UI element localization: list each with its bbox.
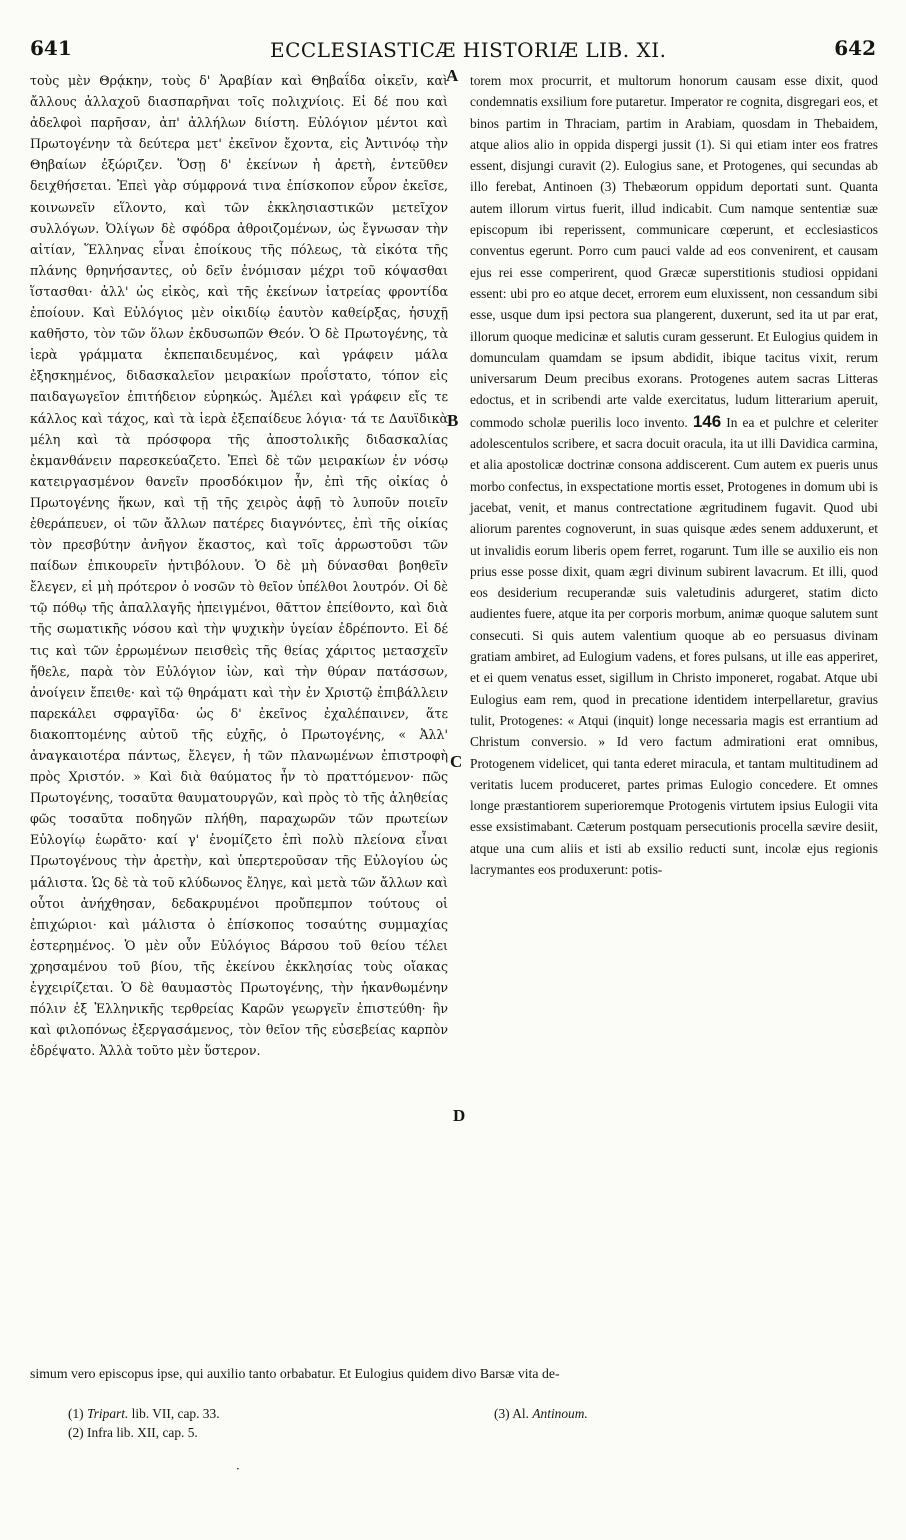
latin-text-after: In ea et pulchre et celeriter adolescentulos scribere, et sacra docuit oracula, ita ut illi Davidica carmina, et alia apostolicæ doctrinæ consona addiscerent. Cum autem ex pueris unus morbo confectus, in exspectatione mortis esset, Protogenes in domum ubi is jacebat, venit, et manus contrectatione ægritudinem fugavit. Quod ubi aliorum parentes cognoverunt, in suas quisque ædes senem adduxerunt, et ut invalidis eorum liberis opem ferret, rogarunt. Tum ille se auxilio eis non prius esse posse dixit, quam ægri divinum subirent lavacrum. Et illi, quod eos desiderium recuperandæ suis valetudinis adurgeret, statim dicto audientes fuere, atque ita per corporis morbum, animæ quoque salutem sunt consecuti. Si quis autem valentium quoque ab eo persuasus divinam gratiam ambiret, ad Eulogium vadens, et fores pulsans, ut ille eas apperiret, et ei quem venatus esset, sigillum in Christo imponeret, rogabat. Atque ubi Eulogius eam rem, quod in precatione identidem interpellaretur, gravius tulit, Protogenes: « Atqui (inquit) longe necessaria magis est errantium ad Christum conversio. » Id vero factum admirationi erat omnibus, Protogenem videlicet, qui tanta ederet miracula, et tantam multitudinem ad veritatis lucem produceret, partes primas Eulogio concedere. Et omnes longe præstantiorem superioremque Protogenis virtutem ipsius Eulogii vita esse exsistimabant. Cæterum postquam persecutionis procella sævire desiit, atque una cum aliis et isti ab exsilio reducti sunt, incolæ ejus regionis lacrymantes eos produxerunt: potis- xyxy=(470,414,878,877)
greek-column xyxy=(30,70,448,1061)
footnote-number: (3) xyxy=(494,1406,510,1421)
footnote-reference: Tripart. xyxy=(86,1406,129,1421)
latin-text-before: torem mox procurrit, et multorum honorum causam esse dixit, quod condemnatis exsilium fore putaretur. Imperator re cognita, disgregari eos, et binos partim in Thraciam, partim in Arabiam, quosdam in Thebaidem, atque alios alio in oppida dispergi jussit (1). Si qui etiam inter eos fratres essent, disjungi curavit (2). Eulogius sane, et Protogenes, qui secundas ab illo ferebat, Antinoen (3) Thebæorum oppidum deportati sunt. Quanta autem illorum virtus fuerit, illud indicabit. Cum namque sententiæ suæ episcopum ibi reperissent, communicare cœperunt, et ecclesiasticos conventus egerunt. Porro cum pauci valde ad eos convenirent, et causam ejus rei esse comperirent, quod Græcæ superstitionis studiosi oppidani essent: ubi pro eo atque decet, errorem eum eluxissent, non cessandum sibi esse, usque dum ipsi pectora sua plangerent, duxerunt, sed ita ut par erat, illorum quoque medicinæ et salutis curam gesserunt. Et Eulogius quidem in domunculam quamdam se ipsum abdidit, ibique tacitus vixit, rerum universarum Deum precibus exorans. Protogenes autem sacras Litteras edoctus, et in scribendi arte valde exercitatus, ludum litterarium aperuit, commodo scholæ puerilis loco invento. xyxy=(470,73,878,430)
column-number: 146 xyxy=(692,411,722,431)
footnotes-right xyxy=(494,1404,874,1423)
latin-paragraph xyxy=(470,70,878,880)
print-speck: · xyxy=(236,1462,240,1476)
footnote-2 xyxy=(68,1423,448,1442)
footnote-text: Infra lib. XII, cap. 5. xyxy=(86,1425,198,1440)
page-header xyxy=(30,36,876,66)
footnotes-left xyxy=(68,1404,448,1442)
footnote-3 xyxy=(494,1404,874,1423)
footnote-reference: Al. xyxy=(512,1406,529,1421)
footnote-1 xyxy=(68,1404,448,1423)
page-number-left: 641 xyxy=(30,36,72,60)
footnote-text: Antinoum. xyxy=(532,1406,588,1421)
footnote-number: (2) xyxy=(68,1425,84,1440)
margin-marker-c: C xyxy=(450,752,463,771)
full-width-continuation-line: simum vero episcopus ipse, qui auxilio tanto orbabatur. Et Eulogius quidem divo Barsæ vita de- xyxy=(30,1366,560,1381)
page-number-right: 642 xyxy=(834,36,876,60)
latin-column xyxy=(470,70,878,880)
running-title: ECCLESIASTICÆ HISTORIÆ LIB. XI. xyxy=(270,38,667,62)
footnote-number: (1) xyxy=(68,1406,84,1421)
margin-marker-b: B xyxy=(447,411,459,430)
margin-marker-a: A xyxy=(446,66,459,85)
margin-marker-d: D xyxy=(453,1106,466,1125)
footnote-text: lib. VII, cap. 33. xyxy=(131,1406,220,1421)
greek-paragraph: τοὺς μὲν Θρᾴκην, τοὺς δ' Ἀραβίαν καὶ Θηβαΐδα οἰκεῖν, καὶ ἄλλους ἀλλαχοῦ διασπαρῆναι τοῖς πολιχνίοις. Εἰ δέ που καὶ ἀδελφοὶ παρῆσαν, ἀπ' ἀλλήλων διίστη. Εὐλόγιον μέντοι καὶ Πρωτογένην τὰ δεύτερα μετ' ἐκεῖνον ἔχοντα, εἰς Ἀντινόῳ τὴν Θηβαίων ἐξώριζεν. Ὅσῃ δ' ἐκείνων ἡ ἀρετὴ, ἐντεῦθεν δειχθήσεται. Ἐπεὶ γὰρ σύμφρονά τινα ἐπίσκοπον εὗρον ἐκεῖσε, κοινωνεῖν εἵλοντο, καὶ τῶν ἐκκλησιαστικῶν μετεῖχον συλλόγων. Ὀλίγων δὲ σφόδρα ἀθροιζομένων, ὡς ἔγνωσαν τὴν αἰτίαν, Ἕλληνας εἶναι ἐποίκους τῆς πόλεως, τὰ εἰκότα τῆς πλάνης θρηνήσαντες, οὐ δεῖν ἐνόμισαν μέχρι τοῦ κόψασθαι ἵστασθαι· ἀλλ' ὡς εἰκὸς, καὶ τῆς ἐκείνων ἰατρείας φροντίδα ἐποίουν. Καὶ Εὐλόγιος μὲν οἰκιδίῳ ἑαυτὸν καθείρξας, ἡσυχῇ καθῆστο, τὸν τῶν ὅλων ἐκδυσωπῶν Θεόν. Ὁ δὲ Πρωτογένης, τὰ ἱερὰ γράμματα ἐκπεπαιδευμένος, καὶ γράφειν μάλα ἐξησκημένος, διδασκαλεῖον μειρακίων προΐστατο, τόπον εἰς παιδαγωγεῖον ἐπιτήδειον εὑρηκώς. Ἀμέλει καὶ γράφειν εἴς τε κάλλος καὶ τάχος, καὶ τὰ ἱερὰ ἐξεπαίδευε λόγια· τά τε Δαυϊδικὰ μέλη καὶ τὰ πρόσφορα τῆς ἀποστολικῆς διδασκαλίας ἐκμανθάνειν παρεσκεύαζετο. Ἐπεὶ δὲ τῶν μειρακίων ἐν νόσῳ κατειργασμένον θανεῖν προσδόκιμον ἦν, ἐπὶ τῆς οἰκίας ὁ Πρωτογένης ἥκων, καὶ τῇ τῆς χειρὸς ἁφῇ τὸ λυποῦν ποιεῖν ἐθεράπευεν, οἱ τῶν ἄλλων πατέρες διαγνόντες, ἐπὶ τῆς οἰκίας τὸν πρεσβύτην ἀνῆγον ἕκαστος, καὶ τοῖς ἀρρωστοῦσι τῶν παίδων ἐπικουρεῖν ἠντιβόλουν. Ὁ δὲ μὴ δύνασθαι βοηθεῖν ἔλεγεν, εἰ μὴ πρότερον ὁ νοσῶν τὸ θεῖον ὑπέλθοι λουτρόν. Οἱ δὲ τῷ πόθῳ τῆς ἀπαλλαγῆς ἠπειγμένοι, θᾶττον ἐπείθοντο, καὶ διὰ τῆς σωματικῆς νόσου καὶ τὴν ψυχικὴν ὑγείαν ἐδρέποντο. Εἰ δέ τις καὶ τῶν ἐρρωμένων πεισθεὶς τῆς θείας χάριτος μετασχεῖν ἤθελε, παρὰ τὸν Εὐλόγιον ἰὼν, καὶ τὴν θύραν πατάσσων, ἀνοίγειν ἔπειθε· καὶ τῷ θηράματι καὶ τὴν ἐν Χριστῷ ἐπιβάλλειν παρεκάλει σφραγῖδα· ὡς δ' ἐκεῖνος ἐχαλέπαινεν, ἅτε διακοπτομένης αὐτοῦ τῆς εὐχῆς, ὁ Πρωτογένης, « Ἀλλ' ἀναγκαιοτέρα πάντως, ἔλεγεν, ἡ τῶν πλανωμένων ἐπιστροφὴ πρὸς Χριστόν. » Καὶ διὰ θαύματος ἦν τὸ πραττόμενον· πῶς Πρωτογένης, τοσαῦτα θαυματουργῶν, καὶ πρὸς τὸ τῆς ἀληθείας φῶς τοσαῦτα ποδηγῶν πλήθη, παραχωρῶν τῶν πρωτείων Εὐλογίῳ ἑωρᾶτο· καί γ' ἐνομίζετο ἐπὶ πολὺ πλείονα εἶναι Πρωτογένους τὴν ἀρετὴν, καὶ ὑπερτεροῦσαν τῆς Εὐλογίου ὡς μάλιστα. Ὡς δὲ τὰ τοῦ κλύδωνος ἔληγε, καὶ μετὰ τῶν ἄλλων καὶ οὗτοι ἀνήχθησαν, δεδακρυμένοι προὔπεμπον τούτους οἱ ἐπιχώριοι· καὶ μάλιστα ὁ ἐπίσκοπος τοσαύτης συμμαχίας ἐστερημένος. Ὁ μὲν οὖν Εὐλόγιος Βάρσου τοῦ θείου τέλει χρησαμένου τοῦ βίου, τῆς ἐκείνου ἐκκλησίας τοὺς οἴακας ἐγχειρίζεται. Ὁ δὲ θαυμαστὸς Πρωτογένης, τὴν ἠκανθωμένην πόλιν ἐξ Ἑλληνικῆς τερθρείας Καρῶν γεωργεῖν ἐπιστεύθη· ἣν καὶ φιλοπόνως ἐξεργασάμενος, τὸν θεῖον τῆς εὐσεβείας καρπὸν ἐδρέψατο. Ἀλλὰ τοῦτο μὲν ὕστερον. xyxy=(30,73,448,1059)
